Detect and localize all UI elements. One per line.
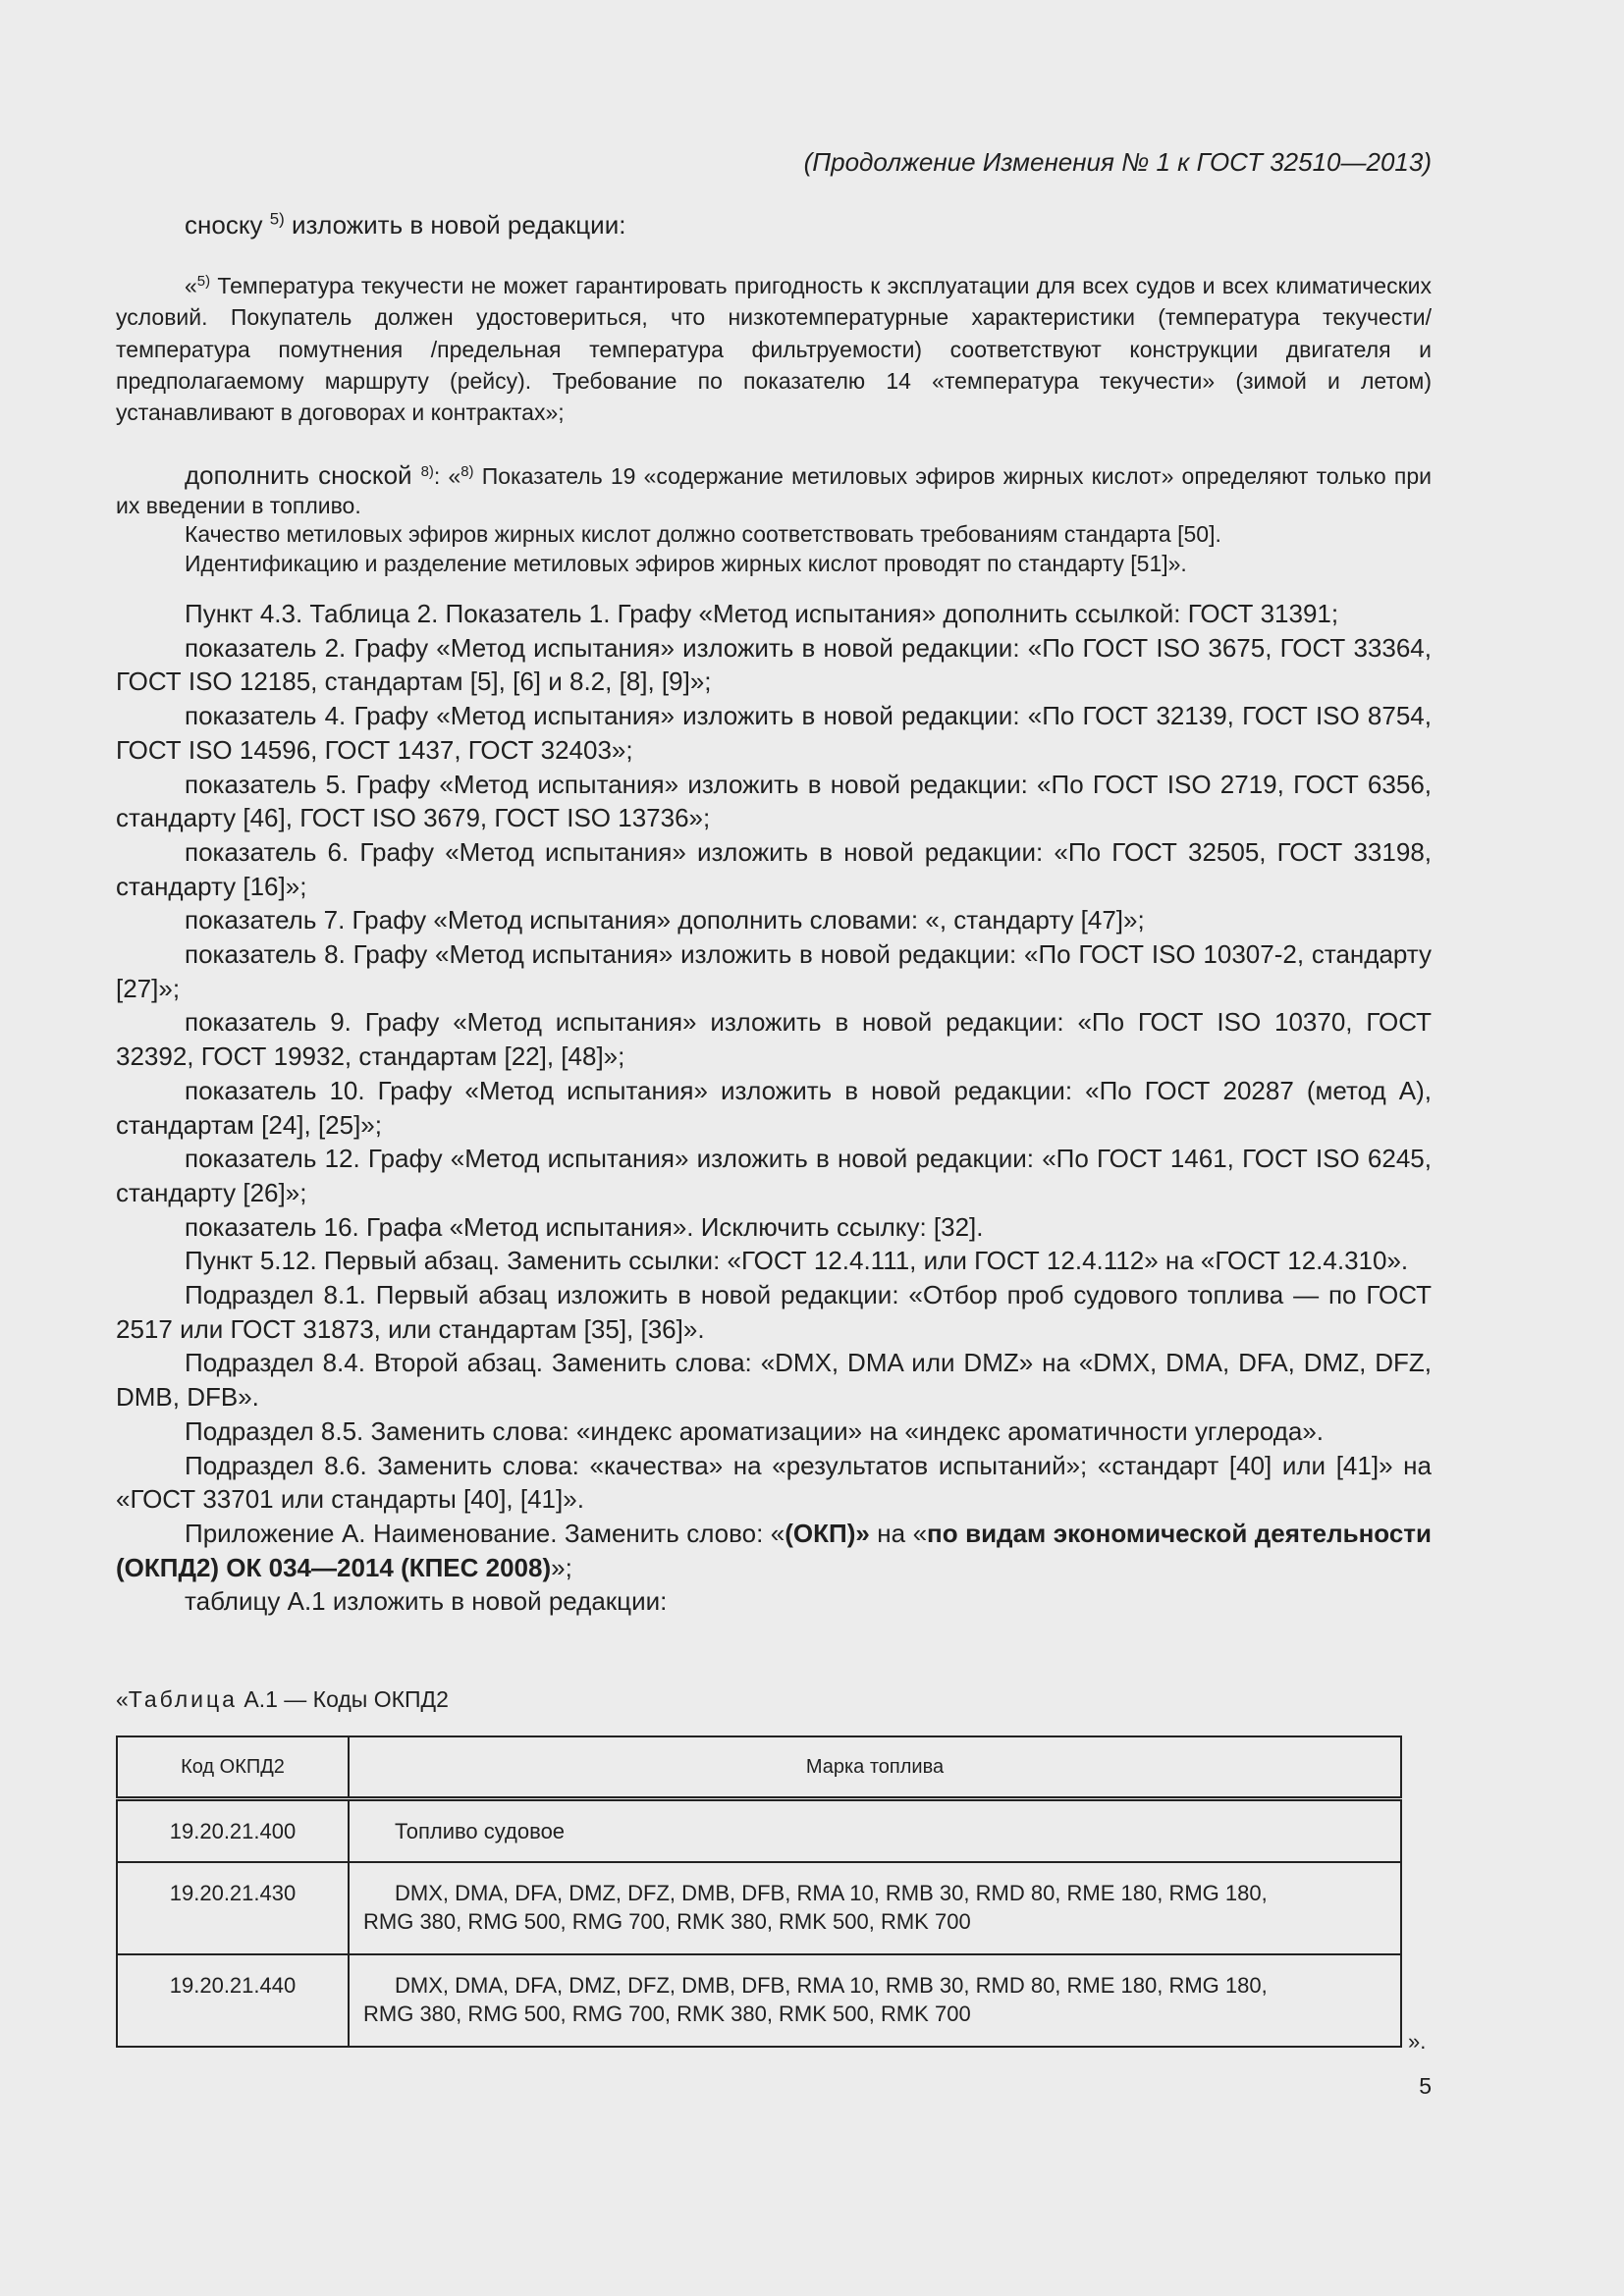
- amendment-paragraph: показатель 12. Графу «Метод испытания» изложить в новой редакции: «По ГОСТ 1461, ГОСТ ISO 6245, стандарту [26]»;: [116, 1144, 1432, 1207]
- amendment-paragraph: Подраздел 8.5. Заменить слова: «индекс ароматизации» на «индекс ароматичности углерода».: [185, 1415, 1325, 1446]
- amendment-paragraph: Подраздел 8.1. Первый абзац изложить в новой редакции: «Отбор проб судового топлива — по ГОСТ 2517 или ГОСТ 31873, или стандартам [35], [36]».: [116, 1280, 1432, 1344]
- table-row: [117, 1799, 1401, 1862]
- brand-cell: Топливо судовое: [349, 1799, 1401, 1862]
- table-end-quote: ».: [1408, 2029, 1427, 2054]
- table-instruction: таблицу А.1 изложить в новой редакции:: [185, 1586, 668, 1617]
- footnote-5-text: «$^{5)}$ Температура текучести не может гарантировать пригодность к эксплуатации для всех судов и всех климатических условий. Покупатель должен удостовериться, что низкотемпературные характеристики (температура текучести/температура помутнения /предельная температура фильтруемости) соответствуют конструкции двигателя и предполагаемому маршруту (рейсу). Требование по показателю 14 «температура текучести» (зимой и летом) устанавливают в договорах и контрактах»;: [116, 272, 1432, 426]
- code-cell: 19.20.21.430: [117, 1862, 349, 1954]
- main-amendments: [116, 597, 1432, 1619]
- table-caption: «Таблица А.1 — Коды ОКПД2: [116, 1686, 449, 1712]
- brand-cell: DMX, DMA, DFA, DMZ, DFZ, DMB, DFB, RMA 10, RMB 30, RMD 80, RME 180, RMG 180, RMG 380, RMG 500, RMG 700, RMK 380, RMK 500, RMK 700: [349, 1954, 1401, 2047]
- code-cell: 19.20.21.400: [117, 1799, 349, 1862]
- identification-sentence: Идентификацию и разделение метиловых эфиров жирных кислот проводят по стандарту [51]».: [185, 550, 1187, 576]
- amendment-paragraph: Пункт 5.12. Первый абзац. Заменить ссылки: «ГОСТ 12.4.111, или ГОСТ 12.4.112» на «ГОСТ 12.4.310».: [185, 1246, 1409, 1276]
- table-header-row: [117, 1736, 1401, 1799]
- amendment-paragraph: Подраздел 8.6. Заменить слова: «качества» на «результатов испытаний»; «стандарт [40] или [41]» на «ГОСТ 33701 или стандарты [40], [41]».: [116, 1450, 1432, 1515]
- quality-sentence: Качество метиловых эфиров жирных кислот должно соответствовать требованиям стандарта [50].: [185, 521, 1221, 547]
- amendment-paragraph: показатель 6. Графу «Метод испытания» изложить в новой редакции: «По ГОСТ 32505, ГОСТ 33198, стандарту [16]»;: [116, 836, 1432, 901]
- amendment-paragraph: Подраздел 8.4. Второй абзац. Заменить слова: «DMX, DMA или DMZ» на «DMX, DMA, DFA, DMZ, DFZ, DMB, DFB».: [116, 1348, 1432, 1413]
- brand-cell: DMX, DMA, DFA, DMZ, DFZ, DMB, DFB, RMA 10, RMB 30, RMD 80, RME 180, RMG 180, RMG 380, RMG 500, RMG 700, RMK 380, RMK 500, RMK 700: [349, 1862, 1401, 1954]
- table-row: [117, 1954, 1401, 2047]
- code-cell: 19.20.21.440: [117, 1954, 349, 2047]
- amendment-paragraph: показатель 7. Графу «Метод испытания» дополнить словами: «, стандарту [47]»;: [185, 905, 1145, 935]
- amendment-paragraph: показатель 10. Графу «Метод испытания» изложить в новой редакции: «По ГОСТ 20287 (метод А), стандартам [24], [25]»;: [116, 1075, 1432, 1140]
- column-header-code: Код ОКПД2: [117, 1736, 349, 1799]
- amendment-paragraph: показатель 2. Графу «Метод испытания» изложить в новой редакции: «По ГОСТ ISO 3675, ГОСТ 33364, ГОСТ ISO 12185, стандартам [5], [6] и 8.2, [8], [9]»;: [116, 632, 1432, 697]
- amendment-paragraph: показатель 16. Графа «Метод испытания». Исключить ссылку: [32].: [185, 1211, 984, 1242]
- amendment-paragraph: показатель 4. Графу «Метод испытания» изложить в новой редакции: «По ГОСТ 32139, ГОСТ ISO 8754, ГОСТ ISO 14596, ГОСТ 1437, ГОСТ 32403»;: [116, 701, 1432, 765]
- table-row: [117, 1862, 1401, 1954]
- appendix-paragraph: Приложение А. Наименование. Заменить слово: «(ОКП)» на «по видам экономической деятельности (ОКПД2) ОК 034—2014 (КПЕС 2008)»;: [116, 1518, 1433, 1582]
- amendment-paragraph: показатель 5. Графу «Метод испытания» изложить в новой редакции: «По ГОСТ ISO 2719, ГОСТ 6356, стандарту [46], ГОСТ ISO 3679, ГОСТ ISO 13736»;: [116, 769, 1432, 833]
- footnote-8-block: [116, 461, 1432, 578]
- column-header-brand: Марка топлива: [349, 1736, 1401, 1799]
- amendment-paragraph: показатель 8. Графу «Метод испытания» изложить в новой редакции: «По ГОСТ ISO 10307-2, стандарту [27]»;: [116, 939, 1432, 1003]
- running-header: (Продолжение Изменения № 1 к ГОСТ 32510—2013): [803, 147, 1432, 177]
- snoska-instruction: сноску $^{5)}$ изложить в новой редакции:: [185, 209, 626, 240]
- page-number: 5: [1419, 2073, 1432, 2099]
- amendment-paragraph: Пункт 4.3. Таблица 2. Показатель 1. Графу «Метод испытания» дополнить ссылкой: ГОСТ 31391;: [185, 599, 1339, 628]
- amendment-paragraph: показатель 9. Графу «Метод испытания» изложить в новой редакции: «По ГОСТ ISO 10370, ГОСТ 32392, ГОСТ 19932, стандартам [22], [48]»;: [116, 1007, 1432, 1072]
- okpd2-table: [116, 1735, 1402, 2048]
- footnote-8-text: дополнить сноской $^{8)}$: «$^{8)}$ Показатель 19 «содержание метиловых эфиров жирных кислот» определяют только при их введении в топливо.: [116, 460, 1432, 518]
